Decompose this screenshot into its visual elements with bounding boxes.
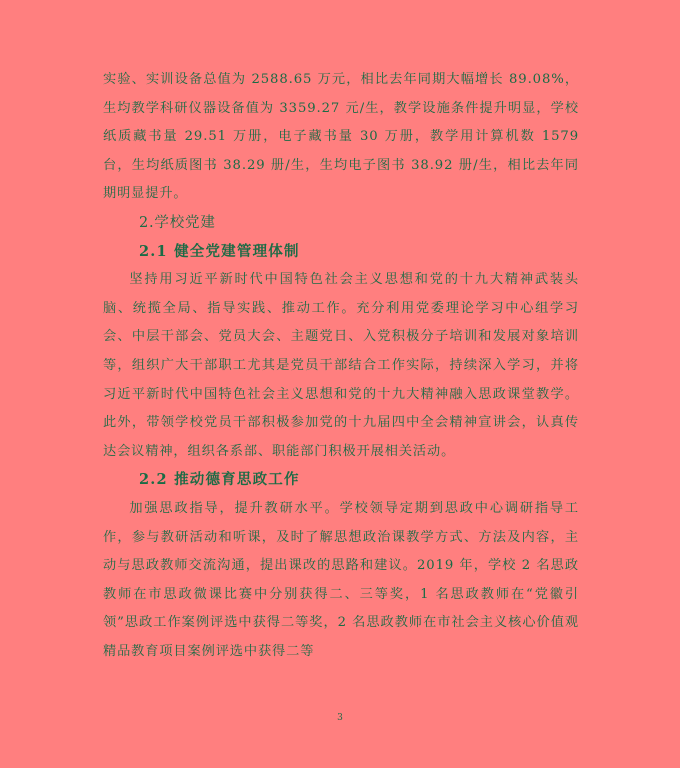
page-number: 3 xyxy=(337,713,343,723)
section-2-1-heading: 2.1 健全党建管理体制 xyxy=(139,242,300,260)
section-2-1-paragraph: 坚持用习近平新时代中国特色社会主义思想和党的十九大精神武装头脑、统揽全局、指导实践、推动工作。充分利用党委理论学习中心组学习会、中层干部会、党员大会、主题党日、入党积极分子培训和发展对象培训等，组织广大干部职工尤其是党员干部结合工作实际，持续深入学习，并将习近平新时代中国特色社会主义思想和党的十九大精神融入思政课堂教学。此外，带领学校党员干部积极参加党的十九届四中全会精神宣讲会，认真传达会议精神，组织各系部、职能部门积极开展相关活动。 xyxy=(103,272,579,459)
section-2-2-paragraph: 加强思政指导，提升教研水平。学校领导定期到思政中心调研指导工作，参与教研活动和听课，及时了解思想政治课教学方式、方法及内容，主动与思政教师交流沟通，提出课改的思路和建议。2019 年，学校 2 名思政教师在市思政微课比赛中分别获得二、三等奖，1 名思政教师在“党徽引领”思政工作案例评选中获得二等奖，2 名思政教师在市社会主义核心价值观精品教育项目案例评选中获得二等 xyxy=(103,500,579,659)
intro-paragraph: 实验、实训设备总值为 2588.65 万元，相比去年同期大幅增长 89.08%，生均教学科研仪器设备值为 3359.27 元/生，教学设施条件提升明显，学校纸质藏书量 29.51 万册，电子藏书量 30 万册，教学用计算机数 1579 台，生均纸质图书 38.29 册/生，生均电子图书 38.92 册/生，相比去年同期明显提升。 xyxy=(103,72,579,202)
section-2-2-heading: 2.2 推动德育思政工作 xyxy=(139,471,300,489)
document-page xyxy=(103,66,579,666)
section-2-heading: 2.学校党建 xyxy=(139,214,216,231)
